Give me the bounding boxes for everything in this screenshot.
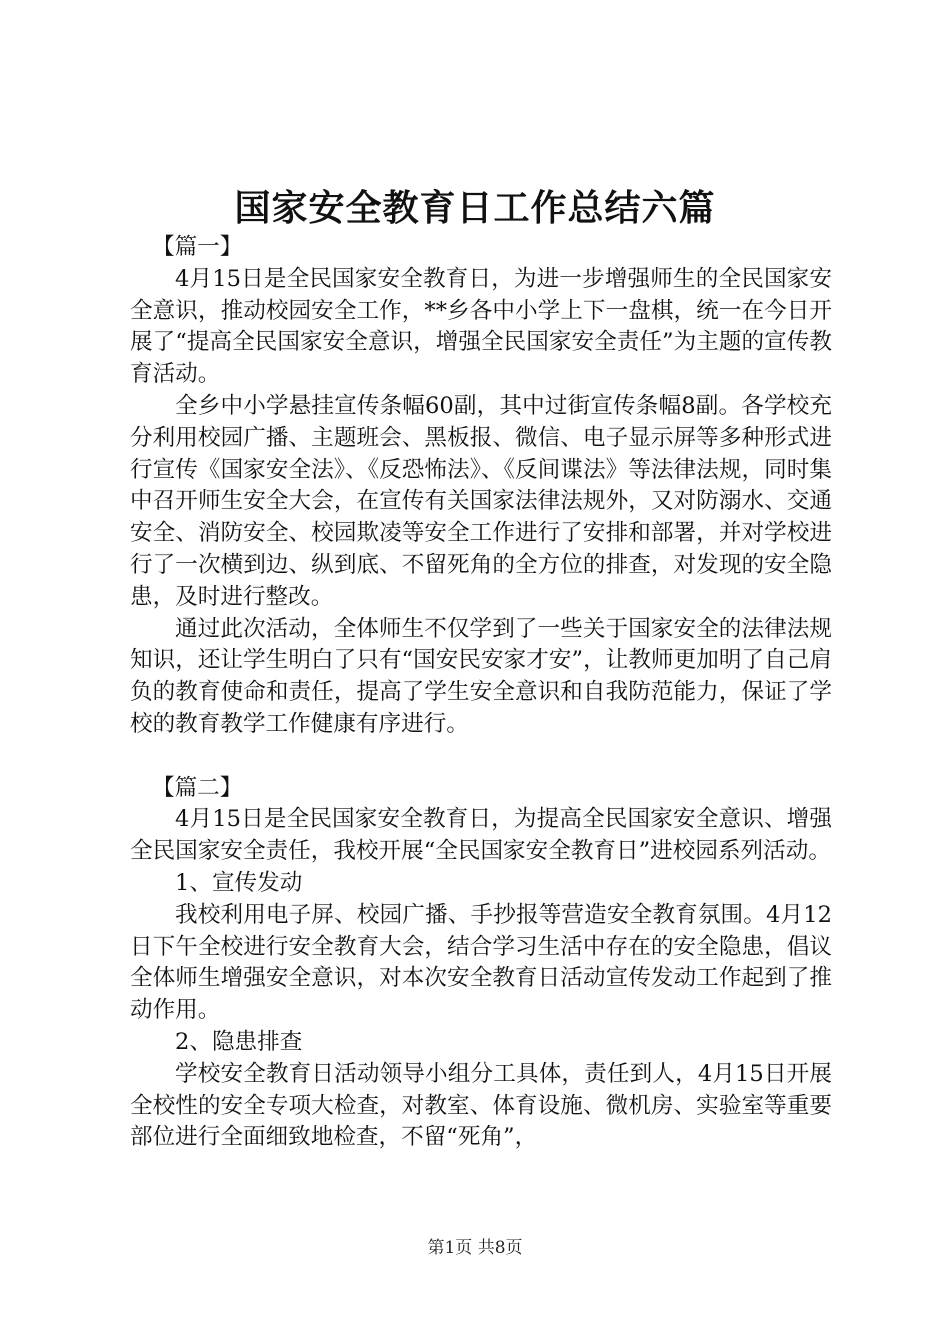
paragraph: 学校安全教育日活动领导小组分工具体，责任到人，4月15日开展全校性的安全专项大检查，对教室、体育设施、微机房、实验室等重要部位进行全面细致地检查，不留“死角”， [130,1060,832,1151]
section-heading-1: 【篇一】 [152,234,243,260]
item-heading-2: 2、隐患排查 [175,1028,303,1055]
paragraph: 4月15日是全民国家安全教育日，为进一步增强师生的全民国家安全意识，推动校园安全工作，**乡各中小学上下一盘棋，统一在今日开展了“提高全民国家安全意识，增强全民国家安全责任”为主题的宣传教育活动。 [130,265,832,388]
paragraph: 全乡中小学悬挂宣传条幅60副，其中过街宣传条幅8副。各学校充分利用校园广播、主题班会、黑板报、微信、电子显示屏等多种形式进行宣传《国家安全法》、《反恐怖法》、《反间谍法》等法律法规，同时集中召开师生安全大会，在宣传有关国家法律法规外，又对防溺水、交通安全、消防安全、校园欺凌等安全工作进行了安排和部署，并对学校进行了一次横到边、纵到底、不留死角的全方位的排查，对发现的安全隐患，及时进行整改。 [130,392,832,610]
item-heading-1: 1、宣传发动 [175,869,303,896]
document-body [130,232,832,1154]
paragraph: 4月15日是全民国家安全教育日，为提高全民国家安全意识、增强全民国家安全责任，我校开展“全民国家安全教育日”进校园系列活动。 [130,806,832,865]
section-spacer [130,741,832,773]
paragraph: 我校利用电子屏、校园广播、手抄报等营造安全教育氛围。4月12日下午全校进行安全教育大会，结合学习生活中存在的安全隐患，倡议全体师生增强安全意识，对本次安全教育日活动宣传发动工作起到了推动作用。 [130,901,832,1024]
section-heading-2: 【篇二】 [152,774,243,801]
page-footer: 第1页 共8页 [427,1238,523,1258]
document-title: 国家安全教育日工作总结六篇 [234,187,716,229]
paragraph: 通过此次活动，全体师生不仅学到了一些关于国家安全的法律法规知识，还让学生明白了只有“国安民安家才安”，让教师更加明了自己肩负的教育使命和责任，提高了学生安全意识和自我防范能力，保证了学校的教育教学工作健康有序进行。 [130,615,832,737]
